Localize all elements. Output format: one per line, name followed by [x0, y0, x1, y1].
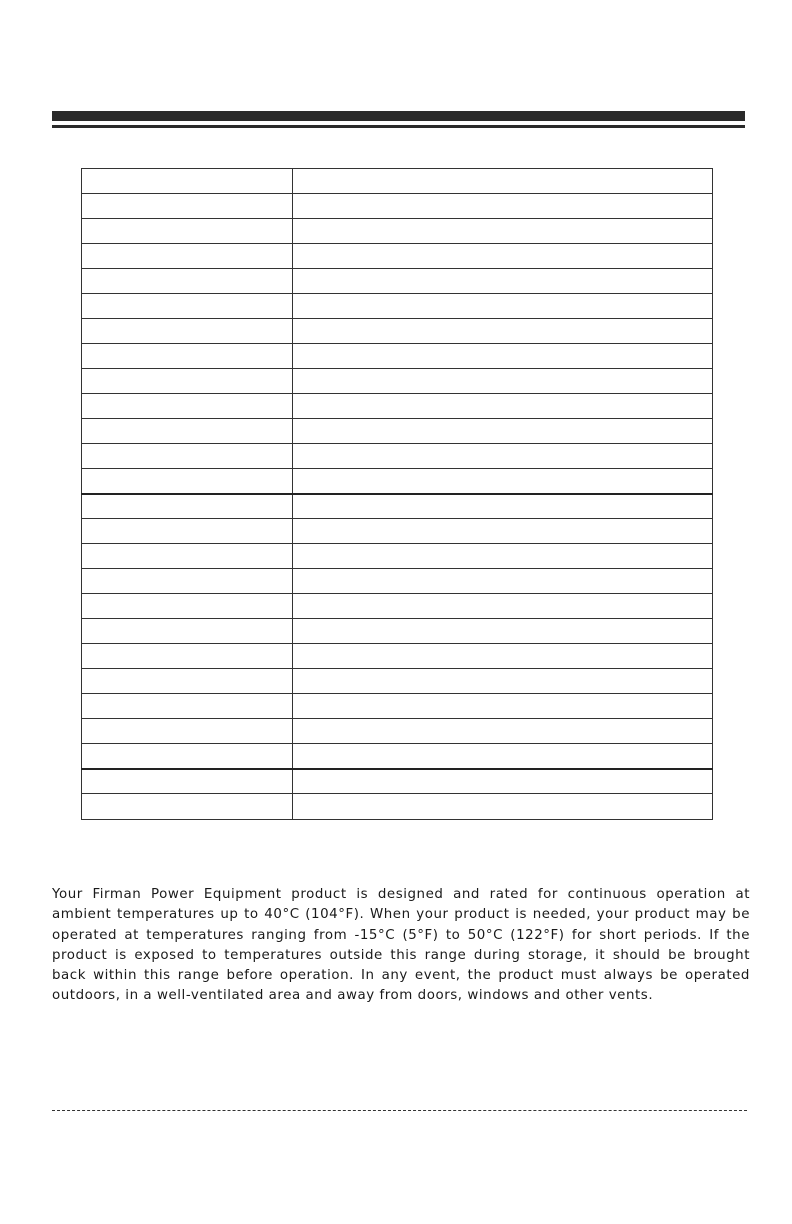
row-value [293, 469, 713, 494]
row-label [82, 244, 293, 269]
row-value [293, 644, 713, 669]
row-value [293, 194, 713, 219]
row-value [293, 219, 713, 244]
specifications-table [81, 168, 713, 820]
row-value [293, 794, 713, 820]
row-label [82, 519, 293, 544]
table-row [82, 194, 713, 219]
table-row [82, 369, 713, 394]
table-row [82, 344, 713, 369]
table-row [82, 644, 713, 669]
table-row [82, 269, 713, 294]
table-row [82, 319, 713, 344]
row-label [82, 544, 293, 569]
row-value [293, 444, 713, 469]
table-row [82, 294, 713, 319]
row-label [82, 694, 293, 719]
table-row [82, 694, 713, 719]
row-label [82, 644, 293, 669]
row-value [293, 344, 713, 369]
operating-temperature-paragraph: Your Firman Power Equipment product is designed and rated for continuous operation at ambient temperatures up to 40°C (104°F). When your product is needed, your product may be operated at temperatures ranging from -15°C (5°F) to 50°C (122°F) for short periods. If the product is exposed to temperatures outside this range during storage, it should be brought back within this range before operation. In any event, the product must always be operated outdoors, in a well-ventilated area and away from doors, windows and other vents. [52, 887, 750, 1004]
row-label [82, 344, 293, 369]
row-value [293, 294, 713, 319]
table-row [82, 544, 713, 569]
row-value [293, 519, 713, 544]
row-value [293, 669, 713, 694]
row-label [82, 369, 293, 394]
row-label [82, 769, 293, 794]
row-label [82, 744, 293, 769]
row-label [82, 419, 293, 444]
table-row [82, 669, 713, 694]
row-label [82, 619, 293, 644]
row-value [293, 394, 713, 419]
row-label [82, 719, 293, 744]
row-value [293, 569, 713, 594]
footer-dashed-divider [52, 1110, 747, 1111]
table-row [82, 794, 713, 820]
row-value [293, 769, 713, 794]
table-row [82, 419, 713, 444]
table-row [82, 719, 713, 744]
table-row [82, 219, 713, 244]
row-value [293, 544, 713, 569]
row-value [293, 594, 713, 619]
row-value [293, 269, 713, 294]
table-row [82, 169, 713, 194]
table-row [82, 394, 713, 419]
row-label [82, 269, 293, 294]
row-value [293, 169, 713, 194]
table-row [82, 444, 713, 469]
row-value [293, 619, 713, 644]
table-row [82, 744, 713, 769]
table-row [82, 769, 713, 794]
table-row [82, 619, 713, 644]
row-label [82, 394, 293, 419]
row-label [82, 469, 293, 494]
table-row [82, 469, 713, 494]
row-value [293, 719, 713, 744]
row-label [82, 569, 293, 594]
header-rule [52, 125, 745, 128]
table-row [82, 244, 713, 269]
table-row [82, 569, 713, 594]
header-bar [52, 111, 745, 121]
row-label [82, 219, 293, 244]
table-row [82, 519, 713, 544]
row-label [82, 169, 293, 194]
row-label [82, 319, 293, 344]
table-row [82, 494, 713, 519]
row-label [82, 594, 293, 619]
row-value [293, 419, 713, 444]
row-value [293, 369, 713, 394]
table-row [82, 594, 713, 619]
row-value [293, 494, 713, 519]
row-value [293, 319, 713, 344]
row-label [82, 494, 293, 519]
row-label [82, 794, 293, 820]
row-value [293, 744, 713, 769]
row-label [82, 444, 293, 469]
row-value [293, 244, 713, 269]
row-label [82, 669, 293, 694]
row-label [82, 294, 293, 319]
row-value [293, 694, 713, 719]
row-label [82, 194, 293, 219]
